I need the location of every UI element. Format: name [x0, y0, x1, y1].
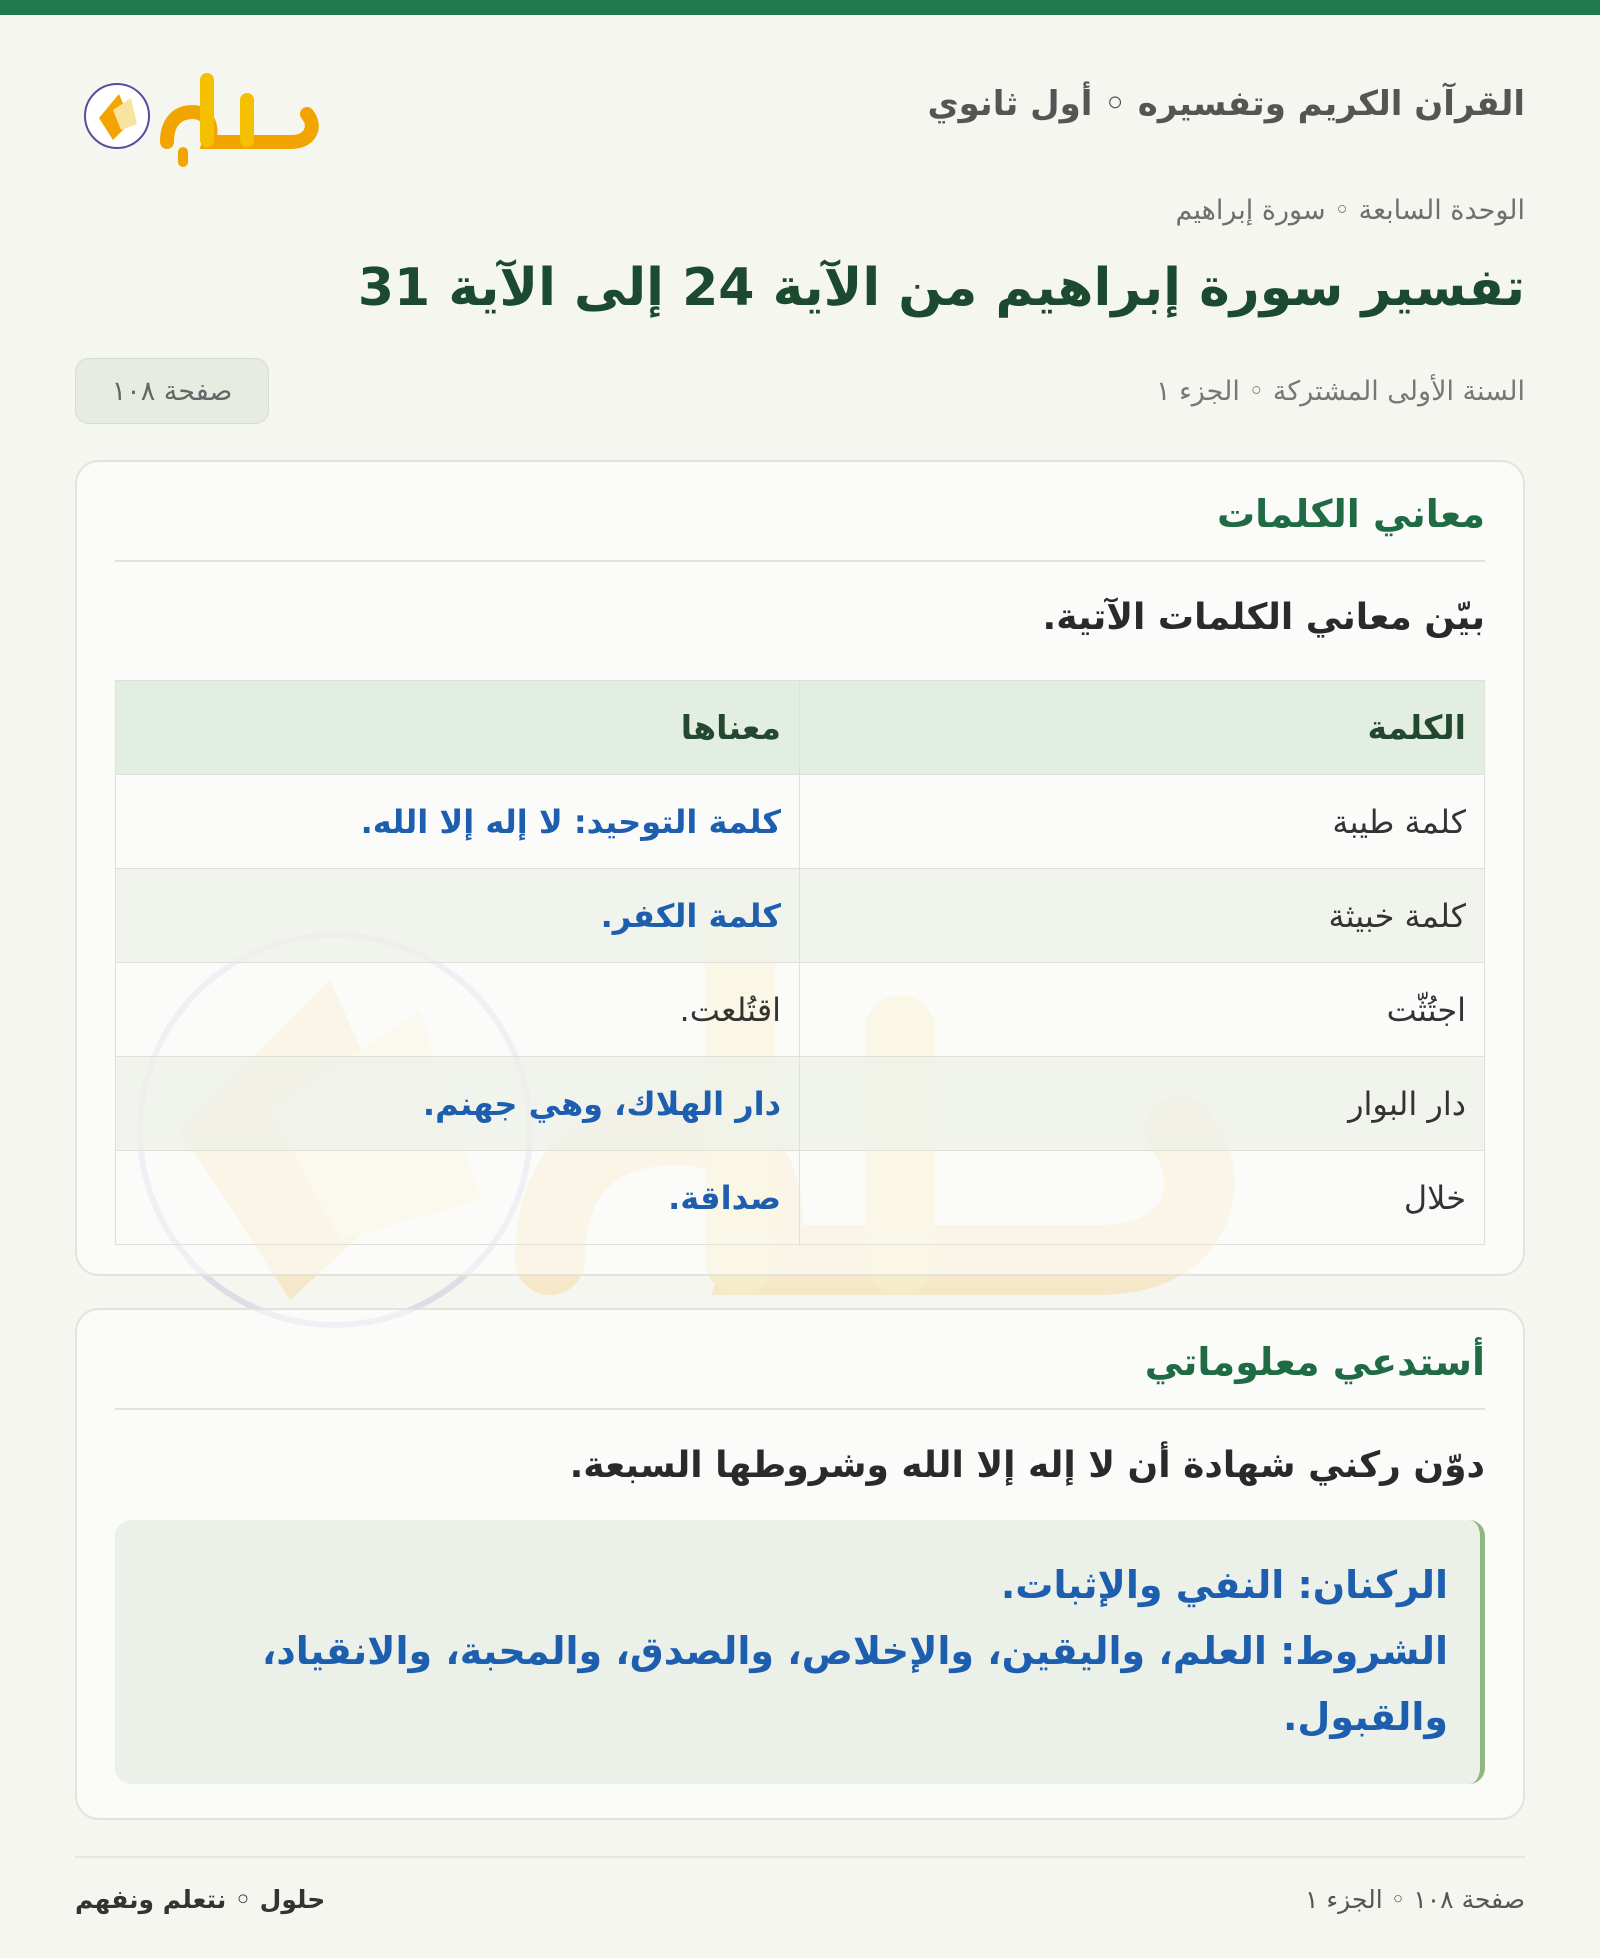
meaning-cell: كلمة الكفر. [116, 869, 800, 963]
meaning-cell: دار الهلاك، وهي جهنم. [116, 1057, 800, 1151]
recall-answer-box [115, 1520, 1485, 1784]
answer-conditions: الشروط: العلم، واليقين، والإخلاص، والصدق، والمحبة، والانقياد، والقبول. [261, 1629, 1448, 1739]
subject-title: القرآن الكريم وتفسيره ◦ أول ثانوي [927, 84, 1525, 124]
word-cell: دار البوار [800, 1057, 1485, 1151]
top-accent-bar [0, 0, 1600, 15]
word-cell: اجتُثّت [800, 963, 1485, 1057]
hulul-logo [75, 60, 335, 170]
table-row [116, 1151, 1485, 1245]
meanings-card [75, 460, 1525, 1276]
grade-meta: السنة الأولى المشتركة ◦ الجزء ١ [1155, 376, 1525, 407]
recall-card [75, 1308, 1525, 1820]
word-cell: كلمة طيبة [800, 775, 1485, 869]
breadcrumb: الوحدة السابعة ◦ سورة إبراهيم [1175, 195, 1525, 226]
footer-page-info: صفحة ١٠٨ ◦ الجزء ١ [1305, 1885, 1525, 1914]
column-header-meaning: معناها [116, 681, 800, 775]
answer-pillars: الركنان: النفي والإثبات. [1000, 1563, 1448, 1607]
table-row [116, 1057, 1485, 1151]
column-header-word: الكلمة [800, 681, 1485, 775]
recall-heading: أستدعي معلوماتي [115, 1340, 1485, 1410]
recall-question: دوّن ركني شهادة أن لا إله إلا الله وشروطها السبعة. [569, 1445, 1485, 1486]
footer-divider [75, 1856, 1525, 1858]
words-table [115, 680, 1485, 1245]
page-header [75, 60, 1525, 170]
table-header-row [116, 681, 1485, 775]
meaning-cell: كلمة التوحيد: لا إله إلا الله. [116, 775, 800, 869]
page-title: تفسير سورة إبراهيم من الآية 24 إلى الآية 31 [357, 258, 1525, 318]
page-number-badge: صفحة ١٠٨ [75, 358, 269, 424]
table-row [116, 869, 1485, 963]
table-row [116, 963, 1485, 1057]
meanings-question: بيّن معاني الكلمات الآتية. [1042, 597, 1485, 638]
word-cell: كلمة خبيثة [800, 869, 1485, 963]
meaning-cell: اقتُلعت. [116, 963, 800, 1057]
table-row [116, 775, 1485, 869]
meaning-cell: صداقة. [116, 1151, 800, 1245]
meanings-heading: معاني الكلمات [115, 492, 1485, 562]
word-cell: خلال [800, 1151, 1485, 1245]
footer-brand: حلول ◦ نتعلم ونفهم [75, 1885, 326, 1914]
